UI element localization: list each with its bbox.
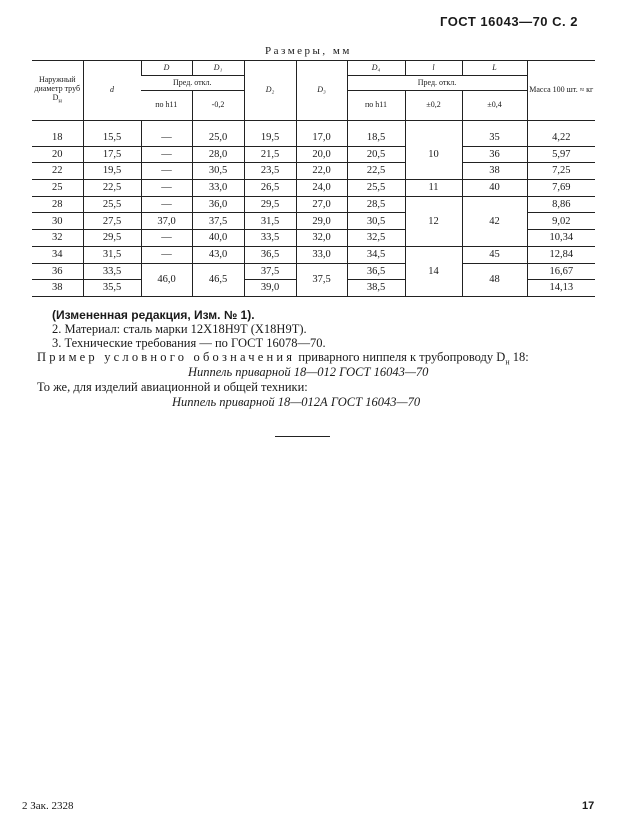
header-L: L xyxy=(462,61,527,76)
cell-L: 38 xyxy=(462,163,527,180)
cell-dn: 36 xyxy=(32,263,83,280)
cell-D: — xyxy=(141,196,192,213)
cell-D3: 20,0 xyxy=(296,146,347,163)
tol-l: ±0,2 xyxy=(405,91,462,121)
cell-L: 45 xyxy=(462,246,527,263)
material-note: 2. Материал: сталь марки 12Х18Н9Т (Х18Н9Т). xyxy=(52,322,307,336)
cell-D4: 28,5 xyxy=(347,196,405,213)
cell-D2: 29,5 xyxy=(244,196,296,213)
cell-dn: 18 xyxy=(32,121,83,147)
cell-D: — xyxy=(141,180,192,197)
header-tolerance-left: Пред. откл. xyxy=(141,76,244,91)
cell-D1: 40,0 xyxy=(192,230,244,247)
cell-D: — xyxy=(141,163,192,180)
tol-D1: -0,2 xyxy=(192,91,244,121)
cell-D3: 29,0 xyxy=(296,213,347,230)
table-row xyxy=(32,180,595,197)
table-row xyxy=(32,263,595,280)
cell-dn: 34 xyxy=(32,246,83,263)
cell-mass: 4,22 xyxy=(527,121,595,147)
cell-l: 14 xyxy=(405,246,462,296)
cell-mass: 16,67 xyxy=(527,263,595,280)
header-l: l xyxy=(405,61,462,76)
cell-d: 15,5 xyxy=(83,121,141,147)
cell-D3: 27,0 xyxy=(296,196,347,213)
designation-example: Ниппель приварной 18—012 ГОСТ 16043—70 xyxy=(188,365,429,379)
table-row xyxy=(32,196,595,213)
cell-D3: 32,0 xyxy=(296,230,347,247)
cell-D4: 30,5 xyxy=(347,213,405,230)
cell-D4: 20,5 xyxy=(347,146,405,163)
cell-dn: 20 xyxy=(32,146,83,163)
cell-D2: 33,5 xyxy=(244,230,296,247)
table-row xyxy=(32,146,595,163)
cell-d: 27,5 xyxy=(83,213,141,230)
cell-D3: 17,0 xyxy=(296,121,347,147)
table-row xyxy=(32,121,595,147)
cell-D: 46,0 xyxy=(141,263,192,296)
requirements-note: 3. Технические требования — по ГОСТ 16078—70. xyxy=(52,336,326,350)
cell-d: 19,5 xyxy=(83,163,141,180)
document-header: ГОСТ 16043—70 С. 2 xyxy=(440,14,578,29)
cell-D: — xyxy=(141,230,192,247)
cell-D1: 30,5 xyxy=(192,163,244,180)
cell-l: 12 xyxy=(405,196,462,246)
cell-d: 25,5 xyxy=(83,196,141,213)
cell-dn: 28 xyxy=(32,196,83,213)
cell-dn: 38 xyxy=(32,280,83,297)
cell-L: 48 xyxy=(462,263,527,296)
cell-L: 42 xyxy=(462,196,527,246)
cell-d: 31,5 xyxy=(83,246,141,263)
cell-L: 35 xyxy=(462,121,527,147)
cell-D3: 22,0 xyxy=(296,163,347,180)
header-D: D xyxy=(141,61,192,76)
cell-mass: 14,13 xyxy=(527,280,595,297)
cell-L: 40 xyxy=(462,180,527,197)
dimensions-table xyxy=(32,60,595,297)
cell-D3: 24,0 xyxy=(296,180,347,197)
cell-D: 37,0 xyxy=(141,213,192,230)
cell-D3: 37,5 xyxy=(296,263,347,296)
cell-L: 36 xyxy=(462,146,527,163)
footer-order: 2 Зак. 2328 xyxy=(22,800,74,812)
cell-D1: 36,0 xyxy=(192,196,244,213)
cell-D2: 37,5 xyxy=(244,263,296,280)
cell-l: 11 xyxy=(405,180,462,197)
cell-D2: 26,5 xyxy=(244,180,296,197)
cell-mass: 8,86 xyxy=(527,196,595,213)
cell-D1: 37,5 xyxy=(192,213,244,230)
designation-aviation: Ниппель приварной 18—012А ГОСТ 16043—70 xyxy=(172,395,421,409)
cell-D4: 38,5 xyxy=(347,280,405,297)
header-D3: D₃ xyxy=(296,61,347,121)
cell-D4: 34,5 xyxy=(347,246,405,263)
cell-D: — xyxy=(141,146,192,163)
cell-mass: 9,02 xyxy=(527,213,595,230)
cell-D1: 46,5 xyxy=(192,263,244,296)
cell-dn: 22 xyxy=(32,163,83,180)
cell-D4: 25,5 xyxy=(347,180,405,197)
aviation-note: То же, для изделий авиационной и общей техники: xyxy=(37,380,308,394)
cell-mass: 7,69 xyxy=(527,180,595,197)
table-caption: Размеры, мм xyxy=(265,45,352,57)
cell-D4: 32,5 xyxy=(347,230,405,247)
cell-dn: 25 xyxy=(32,180,83,197)
cell-d: 35,5 xyxy=(83,280,141,297)
tol-D4: по h11 xyxy=(347,91,405,121)
cell-D4: 36,5 xyxy=(347,263,405,280)
tol-D: по h11 xyxy=(141,91,192,121)
cell-d: 22,5 xyxy=(83,180,141,197)
cell-D: — xyxy=(141,246,192,263)
cell-D1: 28,0 xyxy=(192,146,244,163)
cell-D1: 25,0 xyxy=(192,121,244,147)
header-mass: Масса 100 шт. ≈ кг xyxy=(527,61,595,121)
cell-mass: 7,25 xyxy=(527,163,595,180)
header-D4: D₄ xyxy=(347,61,405,76)
header-d: d xyxy=(83,61,141,121)
cell-D1: 43,0 xyxy=(192,246,244,263)
cell-D1: 33,0 xyxy=(192,180,244,197)
cell-D2: 39,0 xyxy=(244,280,296,297)
table-row xyxy=(32,163,595,180)
cell-mass: 5,97 xyxy=(527,146,595,163)
cell-d: 29,5 xyxy=(83,230,141,247)
cell-d: 17,5 xyxy=(83,146,141,163)
cell-dn: 32 xyxy=(32,230,83,247)
divider-rule xyxy=(275,436,330,437)
cell-D4: 18,5 xyxy=(347,121,405,147)
cell-mass: 12,84 xyxy=(527,246,595,263)
example-rest: приварного ниппеля к трубопроводу D xyxy=(298,350,506,364)
revision-note: (Измененная редакция, Изм. № 1). xyxy=(52,308,255,322)
tol-L: ±0,4 xyxy=(462,91,527,121)
header-outer-diameter: Наружный диаметр труб $D_н$ xyxy=(32,61,83,121)
example-intro: Пример условного обозначения xyxy=(37,350,296,364)
cell-D2: 21,5 xyxy=(244,146,296,163)
header-tolerance-right: Пред. откл. xyxy=(347,76,527,91)
cell-mass: 10,34 xyxy=(527,230,595,247)
cell-D: — xyxy=(141,121,192,147)
cell-D2: 36,5 xyxy=(244,246,296,263)
header-D2: D₂ xyxy=(244,61,296,121)
header-D1: D₁ xyxy=(192,61,244,76)
example-sub: н xyxy=(505,357,510,367)
example-value: 18: xyxy=(509,350,529,364)
cell-d: 33,5 xyxy=(83,263,141,280)
cell-l: 10 xyxy=(405,121,462,180)
cell-D2: 23,5 xyxy=(244,163,296,180)
table-row xyxy=(32,246,595,263)
cell-dn: 30 xyxy=(32,213,83,230)
page-number: 17 xyxy=(582,800,595,812)
cell-D3: 33,0 xyxy=(296,246,347,263)
cell-D2: 31,5 xyxy=(244,213,296,230)
cell-D4: 22,5 xyxy=(347,163,405,180)
cell-D2: 19,5 xyxy=(244,121,296,147)
